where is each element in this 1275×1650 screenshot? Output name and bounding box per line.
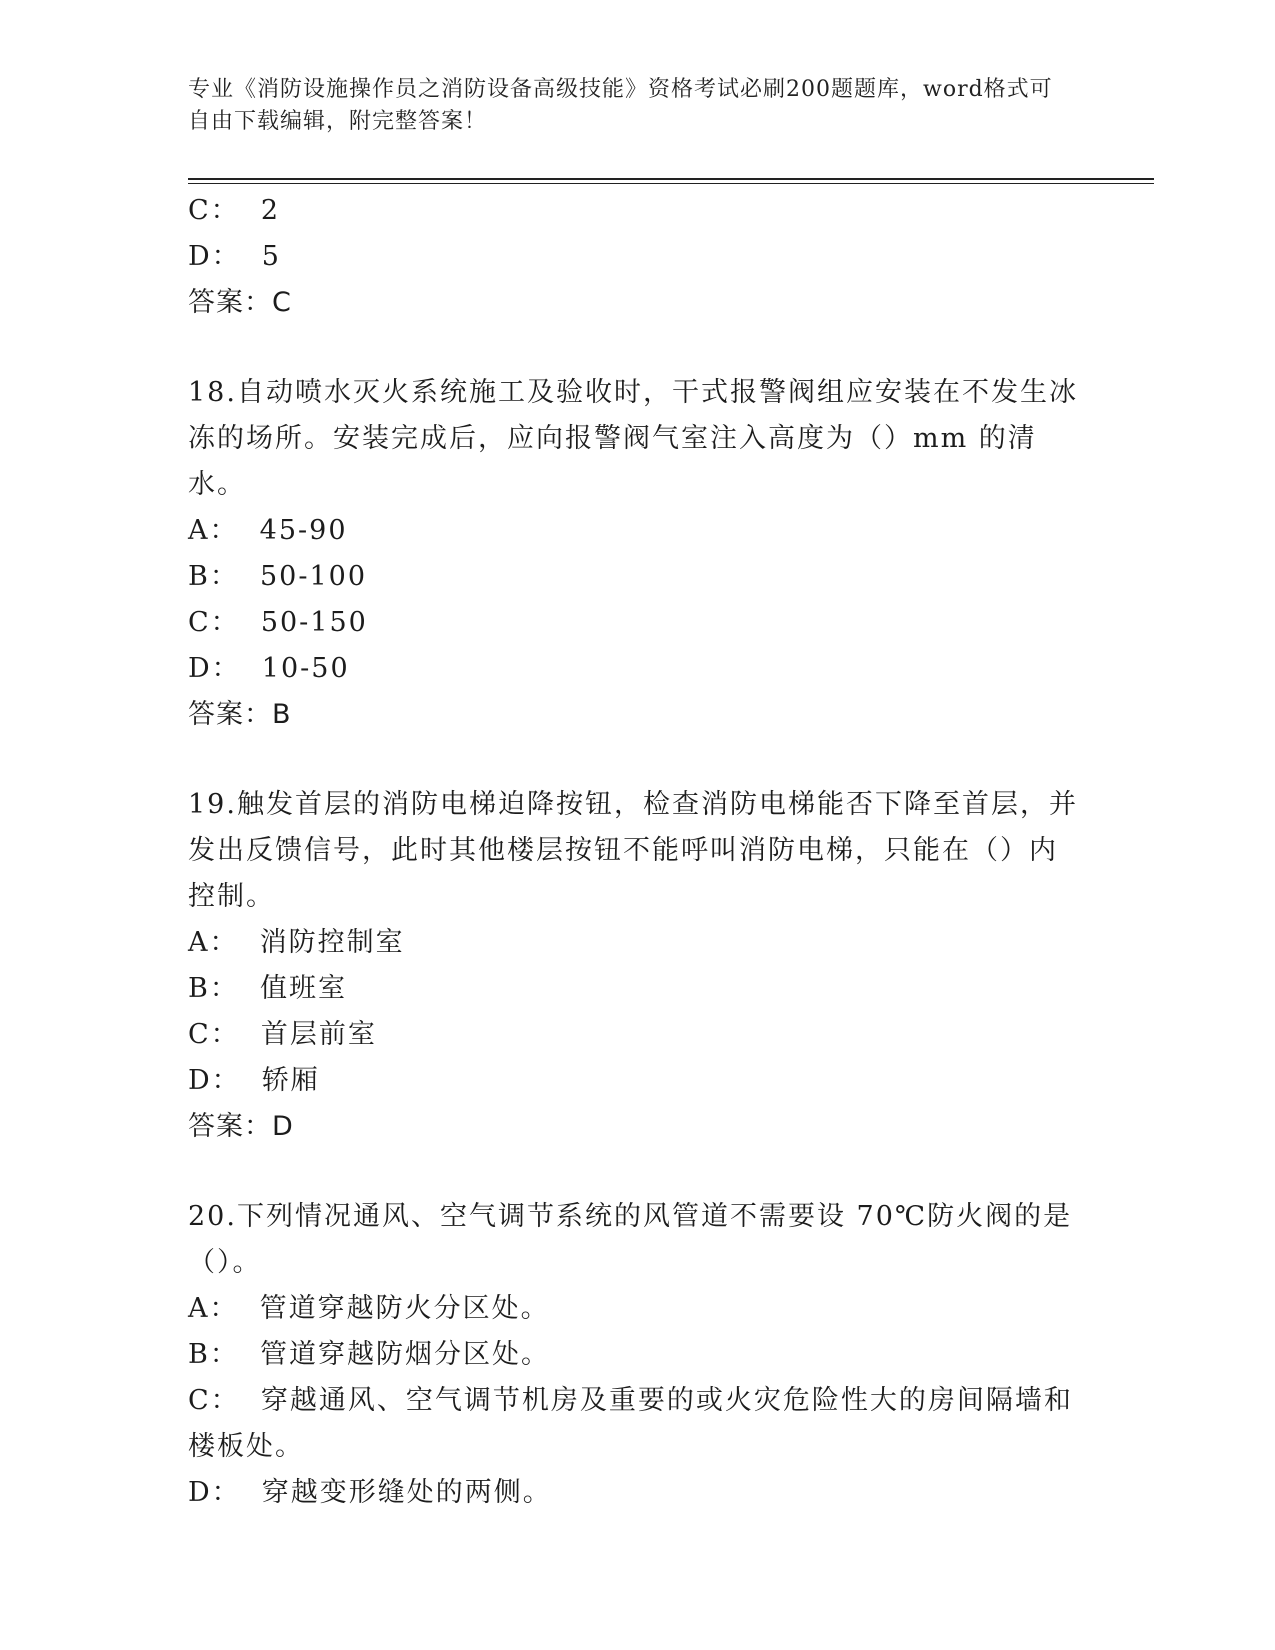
question-18 [188,370,1078,738]
option-c: C： 首层前室 [188,1019,377,1050]
option-b: B： 管道穿越防烟分区处。 [188,1339,551,1370]
option-b: B： 50-100 [188,561,368,592]
question-17 [188,188,1078,326]
document-header: 专业《消防设施操作员之消防设备高级技能》资格考试必刷200题题库，word格式可自由下载编辑，附完整答案！ [188,77,1053,134]
option-a: A： 管道穿越防火分区处。 [188,1293,550,1324]
answer-label: 答案：C [188,287,292,318]
question-stem: 20.下列情况通风、空气调节系统的风管道不需要设 70℃防火阀的是（）。 [188,1201,1073,1278]
option-d: D： 穿越变形缝处的两侧。 [188,1477,552,1508]
option-c: C： 穿越通风、空气调节机房及重要的或火灾危险性大的房间隔墙和楼板处。 [188,1385,1073,1462]
option-d: D： 轿厢 [188,1065,320,1096]
answer-label: 答案：B [188,699,292,730]
option-c: C： 2 [188,195,281,226]
header-divider [188,178,1154,180]
question-19 [188,782,1078,1150]
option-d: D： 10-50 [188,653,350,684]
spacer [188,738,1078,782]
option-a: A： 45-90 [188,515,348,546]
question-stem: 19.触发首层的消防电梯迫降按钮，检查消防电梯能否下降至首层，并发出反馈信号，此时其他楼层按钮不能呼叫消防电梯，只能在（）内控制。 [188,789,1078,912]
question-20 [188,1194,1078,1516]
option-d: D： 5 [188,241,281,272]
answer-label: 答案：D [188,1111,294,1142]
question-list [188,188,1078,1516]
header-divider-thin [188,183,1154,184]
spacer [188,1150,1078,1194]
option-c: C： 50-150 [188,607,368,638]
question-stem: 18.自动喷水灭火系统施工及验收时，干式报警阀组应安装在不发生冰冻的场所。安装完成后，应向报警阀气室注入高度为（）mm 的清水。 [188,377,1078,500]
option-b: B： 值班室 [188,973,348,1004]
option-a: A： 消防控制室 [188,927,405,958]
spacer [188,326,1078,370]
